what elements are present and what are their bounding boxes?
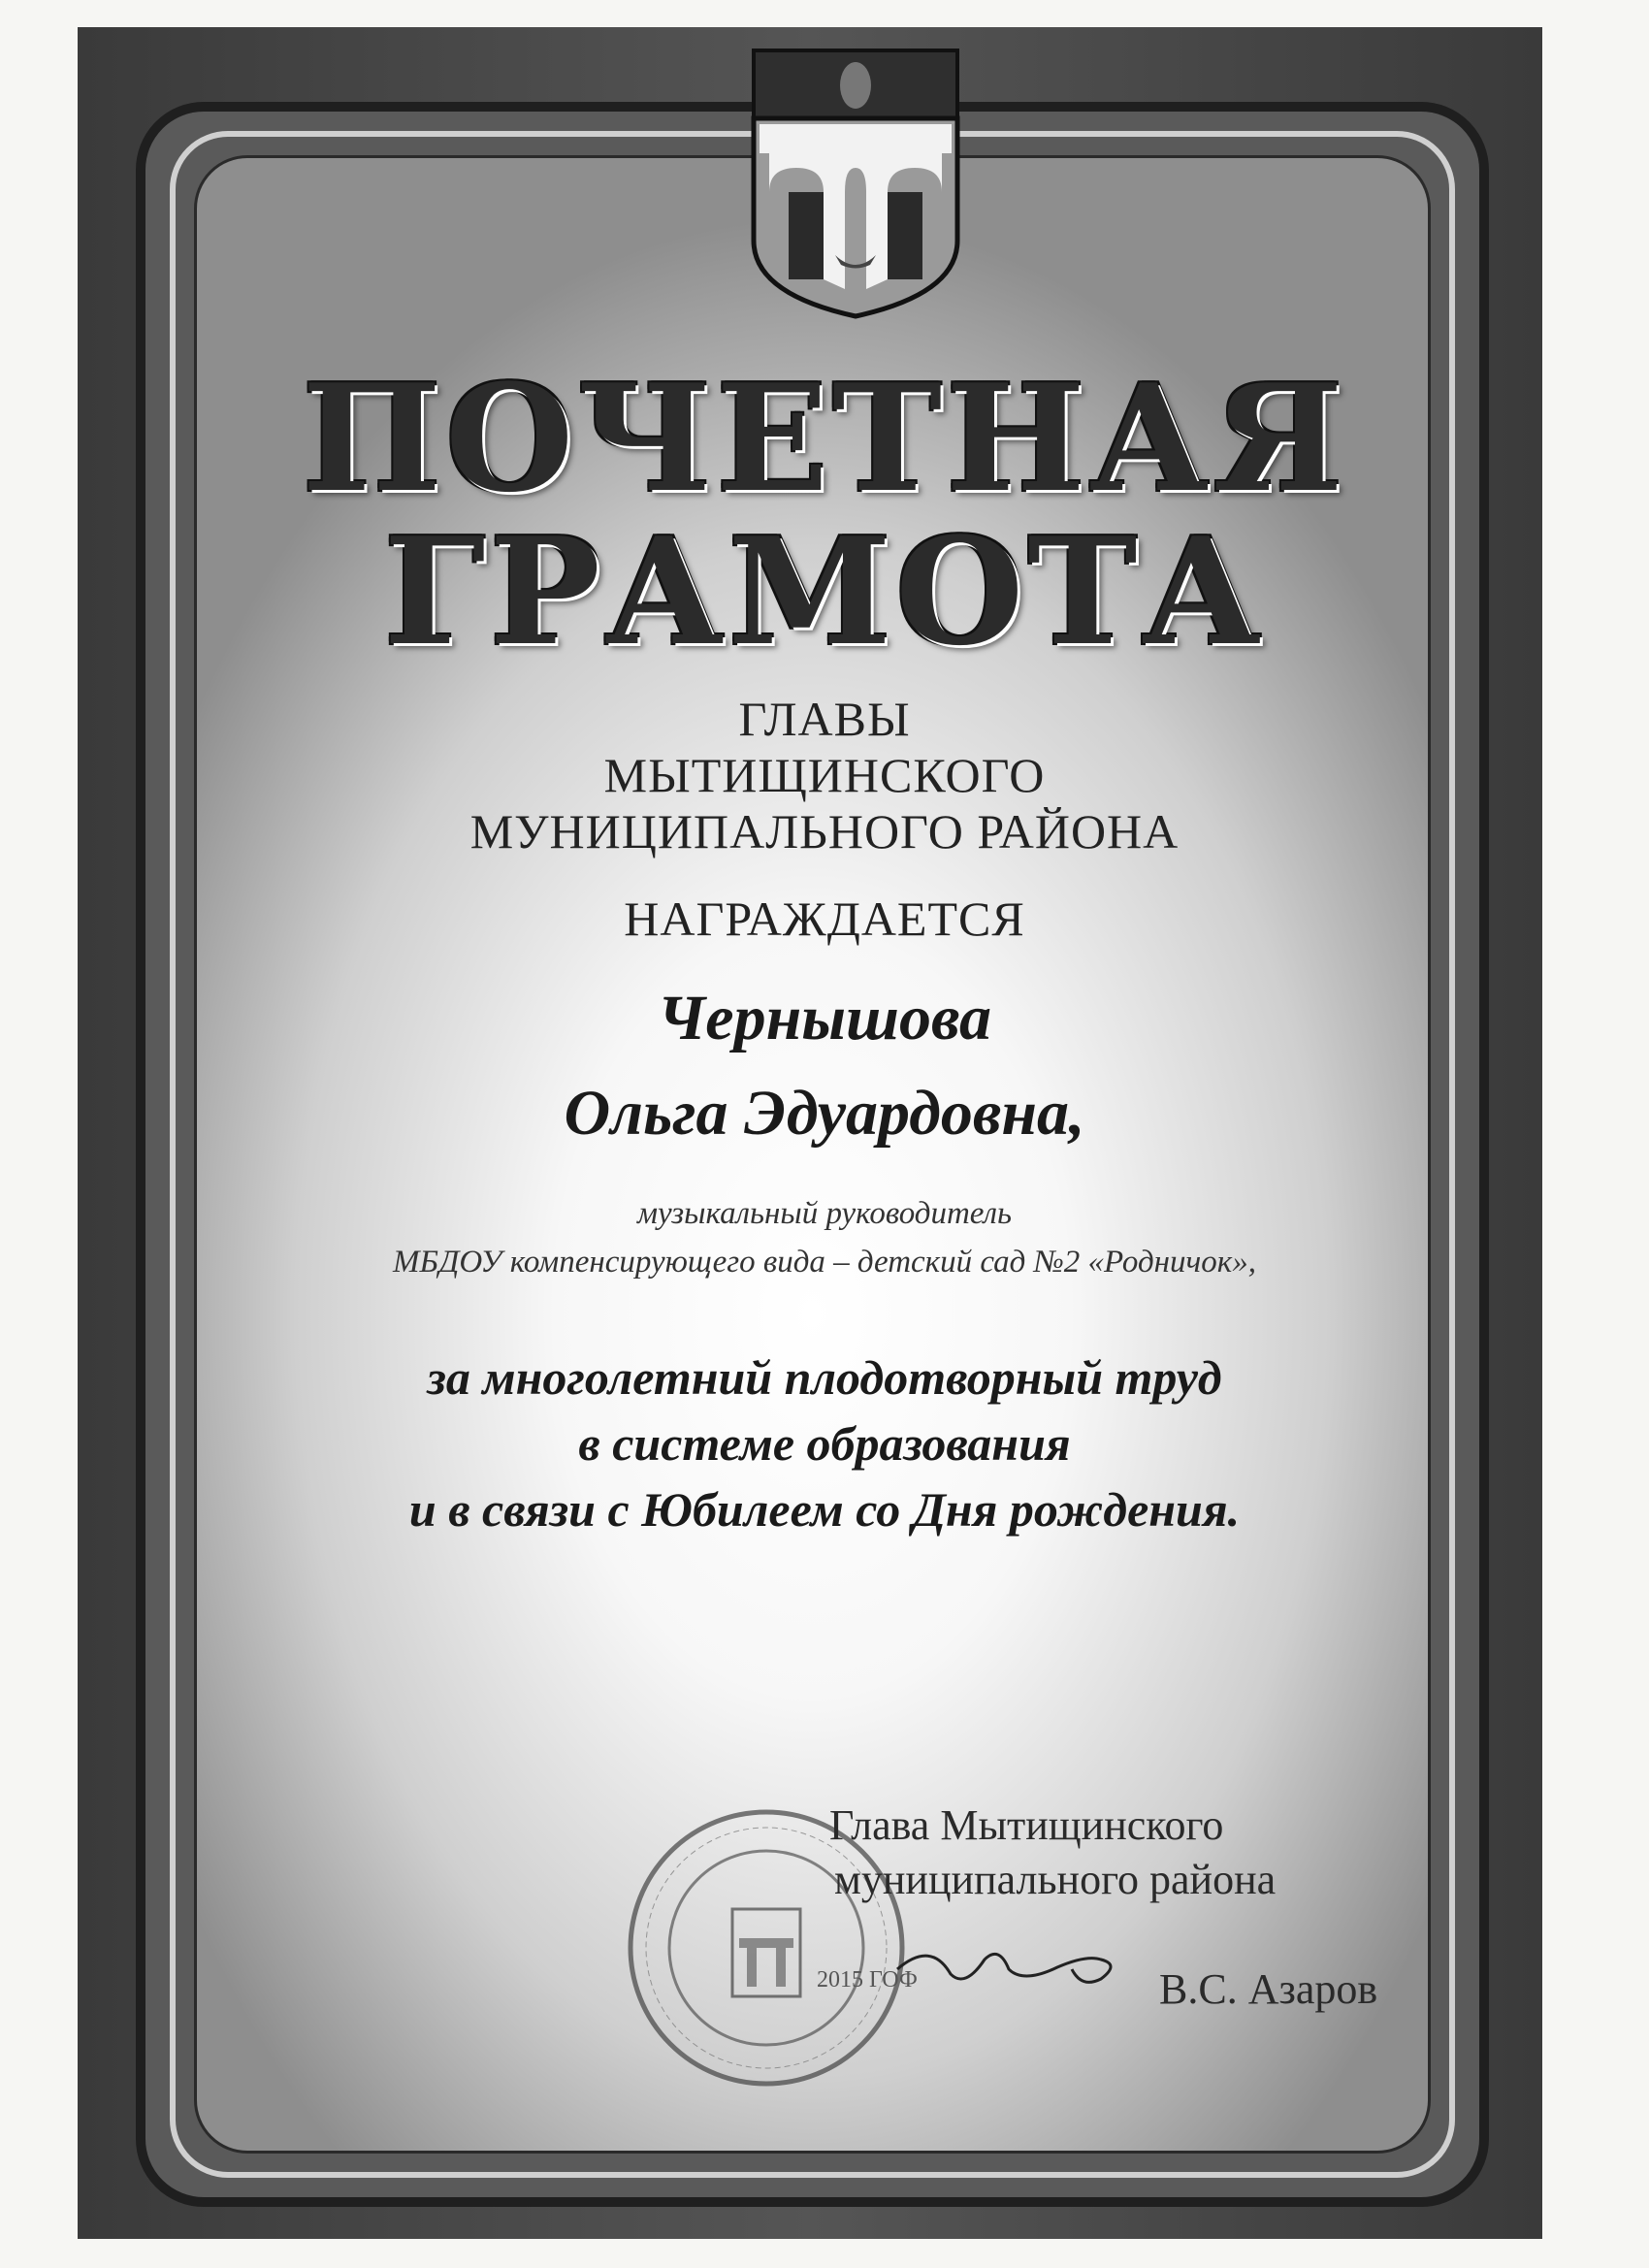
- coat-of-arms-icon: [750, 47, 961, 320]
- handwritten-signature: [892, 1930, 1135, 1998]
- signer-role-line-2: муниципального района: [834, 1856, 1277, 1903]
- awarded-label: НАГРАЖДАЕТСЯ: [624, 891, 1025, 946]
- signer-name: В.С. Азаров: [1159, 1965, 1378, 2013]
- recipient-name: Ольга Эдуардовна,: [564, 1078, 1085, 1149]
- signer-role-line-1: Глава Мытищинского: [829, 1801, 1224, 1849]
- title-line-1: ПОЧЕТНАЯ: [302, 351, 1347, 525]
- issuer-line-2: МЫТИЩИНСКОГО: [603, 748, 1046, 802]
- position-line-2: МБДОУ компенсирующего вида – детский сад №2 «Родничок»,: [393, 1245, 1256, 1280]
- title-line-2: ГРАМОТА: [383, 504, 1266, 678]
- reason-line-2: в системе образования: [578, 1416, 1071, 1471]
- reason-line-1: за многолетний плодотворный труд: [427, 1350, 1222, 1405]
- reason-line-3: и в связи с Юбилеем со Дня рождения.: [408, 1482, 1241, 1537]
- position-line-1: музыкальный руководитель: [636, 1196, 1013, 1231]
- issuer-line-1: ГЛАВЫ: [738, 692, 911, 746]
- stamp-year: 2015 ГОФ: [817, 1967, 918, 1993]
- issuer-line-3: МУНИЦИПАЛЬНОГО РАЙОНА: [469, 804, 1180, 859]
- recipient-surname: Чернышова: [657, 983, 992, 1053]
